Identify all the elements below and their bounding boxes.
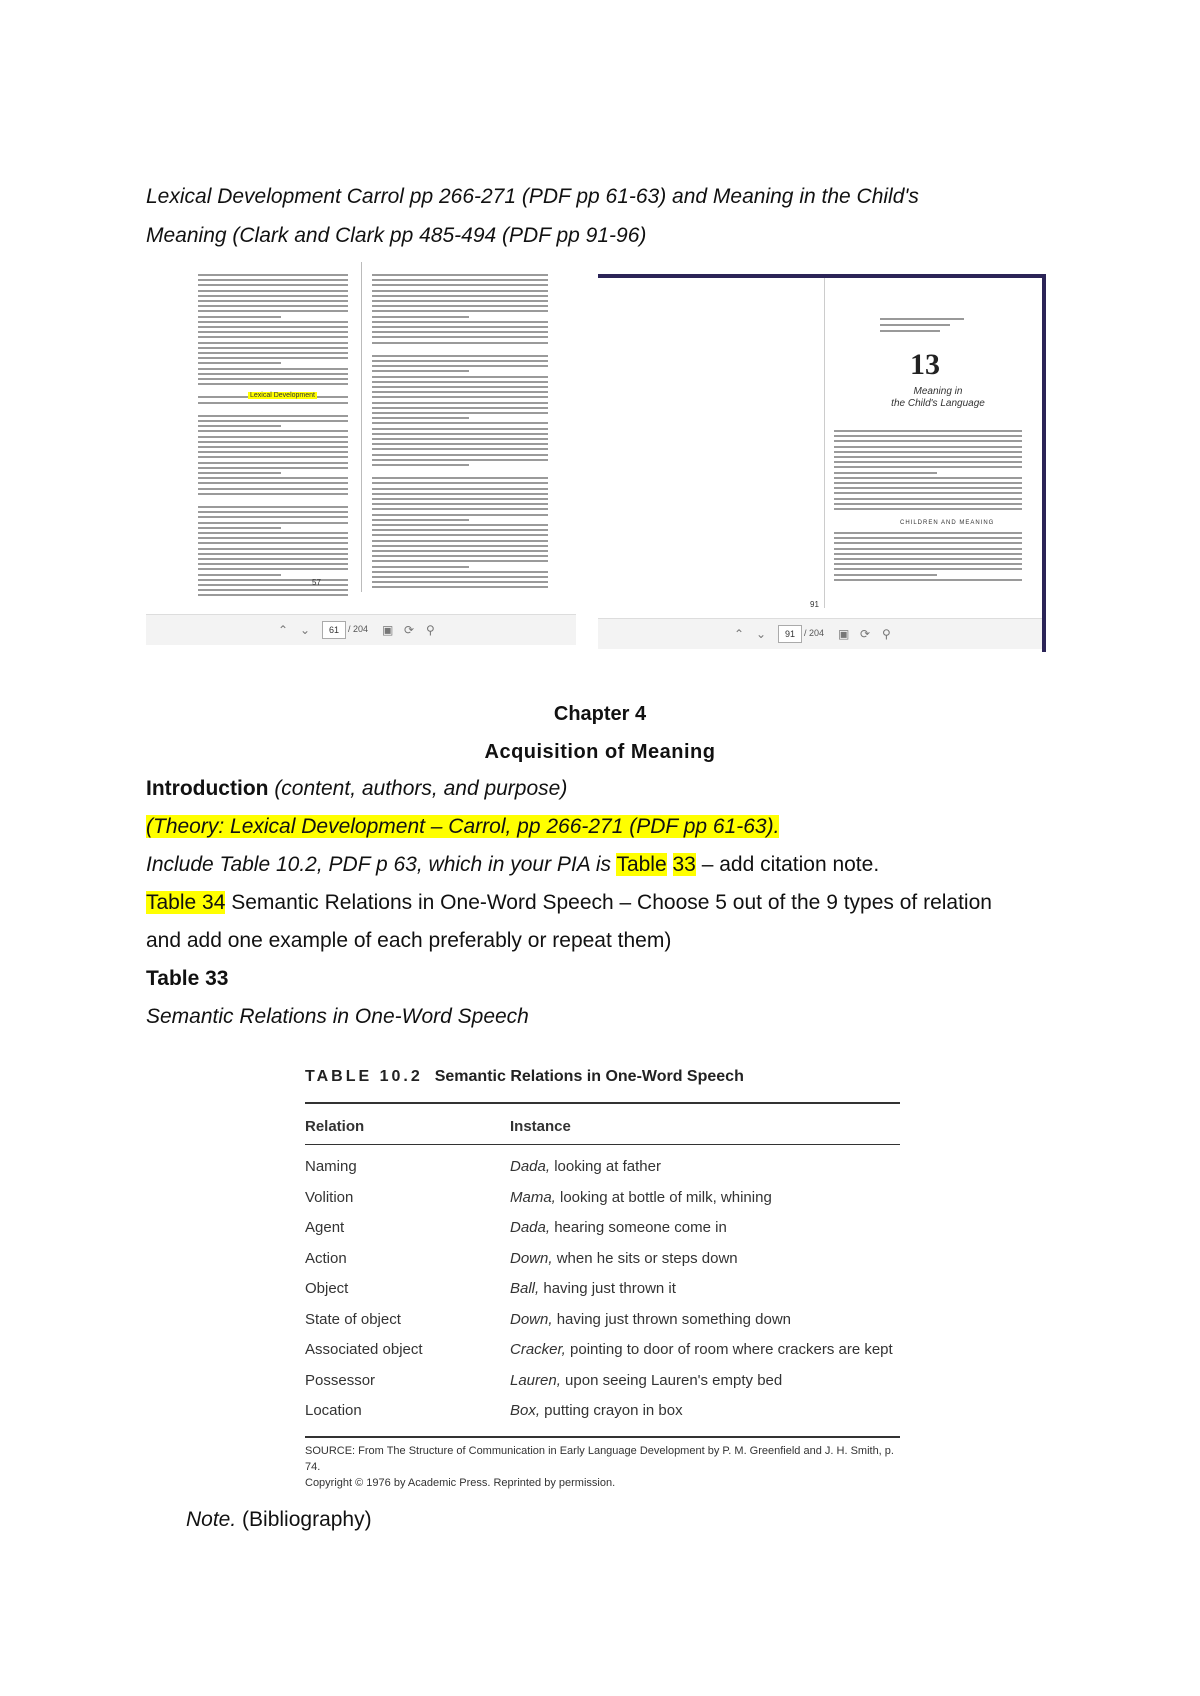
text-line-placeholder xyxy=(372,488,548,490)
text-line-placeholder xyxy=(834,542,1022,544)
note-line xyxy=(186,1507,372,1533)
text-line-placeholder xyxy=(372,534,548,536)
pdf-screenshot-left xyxy=(146,262,576,648)
text-line-placeholder xyxy=(198,467,348,469)
table-title: Semantic Relations in One-Word Speech xyxy=(146,1005,529,1028)
relation-cell: Action xyxy=(305,1249,347,1267)
table34-highlight: Table 34 xyxy=(146,891,226,914)
text-line-placeholder xyxy=(372,360,548,362)
instance-word: Dada, xyxy=(510,1158,551,1175)
table-caption-number: TABLE 10.2 xyxy=(305,1068,423,1085)
text-line-placeholder xyxy=(372,342,548,344)
text-line-placeholder xyxy=(198,477,348,479)
chevron-down-icon[interactable]: ⌄ xyxy=(756,627,767,641)
section-heading: CHILDREN AND MEANING xyxy=(900,520,995,526)
text-line-placeholder xyxy=(198,584,348,586)
instance-cell xyxy=(510,1280,676,1297)
text-line-placeholder xyxy=(198,300,348,302)
rotate-icon[interactable]: ⟳ xyxy=(404,623,415,637)
text-line-placeholder xyxy=(834,487,1022,489)
instance-word: Ball, xyxy=(510,1280,540,1297)
text-line-placeholder xyxy=(372,381,548,383)
text-line-placeholder xyxy=(834,553,1022,555)
text-line-placeholder xyxy=(198,368,348,370)
text-line-placeholder xyxy=(372,300,548,302)
chevron-up-icon[interactable]: ⌃ xyxy=(278,623,289,637)
text-line-placeholder xyxy=(372,498,548,500)
text-line-placeholder xyxy=(372,493,548,495)
text-line-placeholder xyxy=(198,568,348,570)
instance-cell xyxy=(510,1372,782,1389)
table-row xyxy=(305,1158,905,1186)
instance-context: looking at bottle of milk, whining xyxy=(555,1188,772,1206)
text-line-placeholder xyxy=(372,571,548,573)
page-number: 57 xyxy=(312,578,321,587)
fit-page-icon[interactable]: ▣ xyxy=(838,627,850,641)
section-heading-highlighted: Lexical Development xyxy=(250,392,315,399)
text-line-placeholder xyxy=(834,568,1022,570)
text-line-placeholder xyxy=(372,412,548,414)
chapter-number: 13 xyxy=(910,348,940,381)
text-line-placeholder xyxy=(372,407,548,409)
table-image xyxy=(305,1068,905,1488)
include-line xyxy=(146,852,879,878)
text-line-placeholder xyxy=(372,438,548,440)
text-line-placeholder xyxy=(834,482,1022,484)
table-caption-title: Semantic Relations in One-Word Speech xyxy=(434,1068,744,1085)
note-text: (Bibliography) xyxy=(236,1508,372,1531)
text-line-placeholder xyxy=(198,415,348,417)
text-line-placeholder xyxy=(372,310,548,312)
text-line-placeholder xyxy=(198,279,348,281)
text-line-placeholder xyxy=(372,391,548,393)
table-row xyxy=(305,1250,905,1278)
column-header-relation: Relation xyxy=(305,1118,365,1135)
chapter-number: Chapter 4 xyxy=(553,703,647,725)
text-line-placeholder xyxy=(198,488,348,490)
text-line-placeholder xyxy=(198,472,281,474)
text-line-placeholder xyxy=(198,537,348,539)
instance-cell xyxy=(510,1189,772,1206)
text-line-placeholder xyxy=(198,305,348,307)
instance-context: having just thrown something down xyxy=(552,1310,792,1328)
text-line-placeholder xyxy=(198,553,348,555)
instance-context: hearing someone come in xyxy=(550,1219,727,1236)
text-line-placeholder xyxy=(834,461,1022,463)
text-line-placeholder xyxy=(372,284,548,286)
text-line-placeholder xyxy=(372,396,548,398)
text-line-placeholder xyxy=(834,579,1022,581)
include-highlight-number: 33 xyxy=(672,853,696,876)
text-line-placeholder xyxy=(372,448,548,450)
text-line-placeholder xyxy=(372,519,469,521)
instance-word: Cracker, xyxy=(510,1341,566,1358)
table-bottom-rule xyxy=(305,1436,900,1438)
text-line-placeholder xyxy=(198,548,348,550)
text-line-placeholder xyxy=(198,331,348,333)
heading-line-2-text: Meaning (Clark and Clark pp 485-494 (PDF pp 91-96) xyxy=(146,224,647,247)
table-source-line-1: SOURCE: From The Structure of Communication in Early Language Development by P. M. Greenfield and J. H. Smith, p. 74. xyxy=(305,1445,894,1473)
table34-line-2: and add one example of each preferably or repeat them) xyxy=(146,929,672,952)
text-line-placeholder xyxy=(372,274,548,276)
text-line-placeholder xyxy=(372,295,548,297)
text-line-placeholder xyxy=(372,560,548,562)
text-line-placeholder xyxy=(834,558,1022,560)
table-source xyxy=(305,1443,905,1491)
text-line-placeholder xyxy=(834,451,1022,453)
text-line-placeholder xyxy=(372,464,469,466)
text-line-placeholder xyxy=(372,514,548,516)
text-line-placeholder xyxy=(372,305,548,307)
text-line-placeholder xyxy=(372,321,548,323)
introduction-note: (content, authors, and purpose) xyxy=(268,777,568,800)
text-line-placeholder xyxy=(198,462,348,464)
table-row xyxy=(305,1372,905,1400)
text-line-placeholder xyxy=(372,459,548,461)
chevron-up-icon[interactable]: ⌃ xyxy=(734,627,745,641)
text-line-placeholder xyxy=(372,279,548,281)
text-line-placeholder xyxy=(198,451,348,453)
text-line-placeholder xyxy=(372,566,469,568)
text-line-placeholder xyxy=(198,446,348,448)
instance-word: Mama, xyxy=(510,1188,556,1206)
text-line-placeholder xyxy=(372,540,548,542)
text-line-placeholder xyxy=(372,550,548,552)
text-line-placeholder xyxy=(372,508,548,510)
text-line-placeholder xyxy=(198,284,348,286)
text-line-placeholder xyxy=(372,586,548,588)
pdf-toolbar xyxy=(146,614,576,645)
text-line-placeholder xyxy=(198,383,348,385)
text-line-placeholder xyxy=(834,492,1022,494)
relation-cell: Location xyxy=(305,1402,362,1419)
text-line-placeholder xyxy=(372,331,548,333)
text-line-placeholder xyxy=(372,326,548,328)
text-line-placeholder xyxy=(372,555,548,557)
text-line-placeholder xyxy=(198,558,348,560)
include-text: Include Table 10.2, PDF p 63, which in your PIA is xyxy=(146,853,611,876)
table-row xyxy=(305,1189,905,1217)
text-line-placeholder xyxy=(198,506,348,508)
text-line-placeholder xyxy=(198,316,281,318)
instance-context: when he sits or steps down xyxy=(552,1249,738,1267)
text-line-placeholder xyxy=(372,336,548,338)
page-divider xyxy=(361,262,362,592)
text-line-placeholder xyxy=(198,522,348,524)
relation-cell: State of object xyxy=(305,1310,401,1328)
text-line-placeholder xyxy=(834,498,1022,500)
pdf-screenshot-right xyxy=(598,274,1046,652)
text-line-placeholder xyxy=(198,274,348,276)
page-total: / 204 xyxy=(348,624,369,634)
text-line-placeholder xyxy=(834,508,1022,510)
text-line-placeholder xyxy=(372,545,548,547)
text-line-placeholder xyxy=(198,542,348,544)
text-line-placeholder xyxy=(198,579,348,581)
chapter-title: Acquisition of Meaning xyxy=(484,741,716,763)
text-line-placeholder xyxy=(198,378,348,380)
text-line-placeholder xyxy=(198,373,348,375)
instance-word: Lauren, xyxy=(510,1371,561,1389)
text-line-placeholder xyxy=(198,594,348,596)
table34-text: Semantic Relations in One-Word Speech – Choose 5 out of the 9 types of relation xyxy=(225,891,992,914)
text-line-placeholder xyxy=(372,524,548,526)
note-label: Note. xyxy=(186,1508,237,1531)
text-line-placeholder xyxy=(372,503,548,505)
table-header-rule xyxy=(305,1144,900,1145)
table-caption xyxy=(305,1068,744,1086)
chapter-title-1: Meaning in xyxy=(913,386,963,397)
text-line-placeholder xyxy=(834,532,1022,534)
text-line-placeholder xyxy=(372,370,469,372)
table-row xyxy=(305,1341,905,1369)
text-line-placeholder xyxy=(834,435,1022,437)
text-line-placeholder xyxy=(834,456,1022,458)
text-line-placeholder xyxy=(198,357,348,359)
text-line-placeholder xyxy=(834,548,1022,550)
instance-cell xyxy=(510,1250,738,1267)
text-line-placeholder xyxy=(198,516,348,518)
include-highlight-table: Table xyxy=(616,853,667,876)
text-line-placeholder xyxy=(198,336,348,338)
instance-word: Down, xyxy=(510,1249,553,1267)
text-line-placeholder xyxy=(198,362,281,364)
chevron-down-icon[interactable]: ⌄ xyxy=(300,623,311,637)
search-icon[interactable]: ⚲ xyxy=(882,627,891,641)
text-line-placeholder xyxy=(372,443,548,445)
instance-cell xyxy=(510,1341,893,1358)
introduction-label: Introduction xyxy=(146,777,269,800)
text-line-placeholder xyxy=(372,576,548,578)
table-top-rule xyxy=(305,1102,900,1104)
text-line-placeholder xyxy=(198,436,348,438)
relation-cell: Naming xyxy=(305,1158,357,1175)
text-line-placeholder xyxy=(198,563,348,565)
text-line-placeholder xyxy=(198,441,348,443)
theory-line xyxy=(146,814,779,840)
instance-context: having just thrown it xyxy=(539,1280,676,1297)
text-line-placeholder xyxy=(372,376,548,378)
text-line-placeholder xyxy=(198,347,348,349)
relation-cell: Object xyxy=(305,1280,349,1297)
text-line-placeholder xyxy=(372,581,548,583)
text-line-placeholder xyxy=(834,563,1022,565)
text-line-placeholder xyxy=(198,352,348,354)
text-line-placeholder xyxy=(372,477,548,479)
text-line-placeholder xyxy=(834,477,1022,479)
pdf-toolbar xyxy=(598,618,1042,649)
text-line-placeholder xyxy=(198,589,348,591)
text-line-placeholder xyxy=(198,511,348,513)
instance-context: looking at father xyxy=(550,1158,661,1175)
text-line-placeholder xyxy=(198,430,348,432)
table-row xyxy=(305,1402,905,1430)
instance-cell xyxy=(510,1402,683,1419)
text-line-placeholder xyxy=(198,482,348,484)
instance-word: Box, xyxy=(510,1402,541,1419)
text-line-placeholder xyxy=(198,295,348,297)
theory-text: (Theory: Lexical Development – Carrol, pp 266-271 (PDF pp 61-63). xyxy=(146,815,780,838)
introduction-line xyxy=(146,776,567,802)
page-input[interactable]: 61 xyxy=(322,621,346,639)
text-line-placeholder xyxy=(198,290,348,292)
text-line-placeholder xyxy=(198,527,281,529)
text-line-placeholder xyxy=(372,428,548,430)
page-input[interactable]: 91 xyxy=(778,625,802,643)
text-line-placeholder xyxy=(198,321,348,323)
chapter-title-2: the Child's Language xyxy=(891,398,985,409)
text-line-placeholder xyxy=(198,425,281,427)
table-label: Table 33 xyxy=(146,967,229,990)
table-row xyxy=(305,1311,905,1339)
text-line-placeholder xyxy=(834,440,1022,442)
text-line-placeholder xyxy=(834,446,1022,448)
text-line-placeholder xyxy=(372,417,469,419)
relation-cell: Agent xyxy=(305,1219,345,1236)
instance-context: putting crayon in box xyxy=(540,1402,683,1419)
rotate-icon[interactable]: ⟳ xyxy=(860,627,871,641)
page-total: / 204 xyxy=(804,628,825,638)
text-line-placeholder xyxy=(198,326,348,328)
relation-cell: Possessor xyxy=(305,1371,376,1389)
table-row xyxy=(305,1280,905,1308)
heading-line-2 xyxy=(146,223,646,249)
text-line-placeholder xyxy=(372,355,548,357)
text-line-placeholder xyxy=(834,472,937,474)
fit-page-icon[interactable]: ▣ xyxy=(382,623,394,637)
instance-word: Dada, xyxy=(510,1219,551,1236)
text-line-placeholder xyxy=(834,503,1022,505)
text-line-placeholder xyxy=(372,386,548,388)
text-line-placeholder xyxy=(834,466,1022,468)
instance-word: Down, xyxy=(510,1310,553,1328)
table34-line-1 xyxy=(146,890,992,916)
table-source-line-2: Copyright © 1976 by Academic Press. Reprinted by permission. xyxy=(305,1477,616,1489)
text-line-placeholder xyxy=(372,422,548,424)
instance-cell xyxy=(510,1219,727,1236)
text-line-placeholder xyxy=(372,454,548,456)
text-line-placeholder xyxy=(198,493,348,495)
column-header-instance: Instance xyxy=(510,1118,571,1135)
page-divider xyxy=(824,278,825,608)
relation-cell: Associated object xyxy=(305,1341,423,1358)
heading-line-1: Lexical Development Carrol pp 266-271 (PDF pp 61-63) and Meaning in the Child's xyxy=(146,185,919,208)
include-citation-note: – add citation note. xyxy=(695,853,880,876)
relation-cell: Volition xyxy=(305,1188,354,1206)
instance-cell xyxy=(510,1158,661,1175)
text-line-placeholder xyxy=(198,532,348,534)
search-icon[interactable]: ⚲ xyxy=(426,623,435,637)
text-line-placeholder xyxy=(372,365,548,367)
text-line-placeholder xyxy=(198,342,348,344)
text-line-placeholder xyxy=(198,310,348,312)
text-line-placeholder xyxy=(834,430,1022,432)
instance-context: pointing to door of room where crackers are kept xyxy=(565,1341,893,1358)
text-line-placeholder xyxy=(372,402,548,404)
text-line-placeholder xyxy=(372,290,548,292)
text-line-placeholder xyxy=(372,433,548,435)
text-line-placeholder xyxy=(372,482,548,484)
text-line-placeholder xyxy=(834,574,937,576)
text-line-placeholder xyxy=(372,529,548,531)
text-line-placeholder xyxy=(372,316,469,318)
page-number: 91 xyxy=(810,600,819,609)
instance-cell xyxy=(510,1311,791,1328)
table-row xyxy=(305,1219,905,1247)
instance-context: upon seeing Lauren's empty bed xyxy=(560,1371,783,1389)
text-line-placeholder xyxy=(198,574,281,576)
text-line-placeholder xyxy=(198,402,348,404)
text-line-placeholder xyxy=(834,537,1022,539)
text-line-placeholder xyxy=(198,456,348,458)
text-line-placeholder xyxy=(198,420,348,422)
